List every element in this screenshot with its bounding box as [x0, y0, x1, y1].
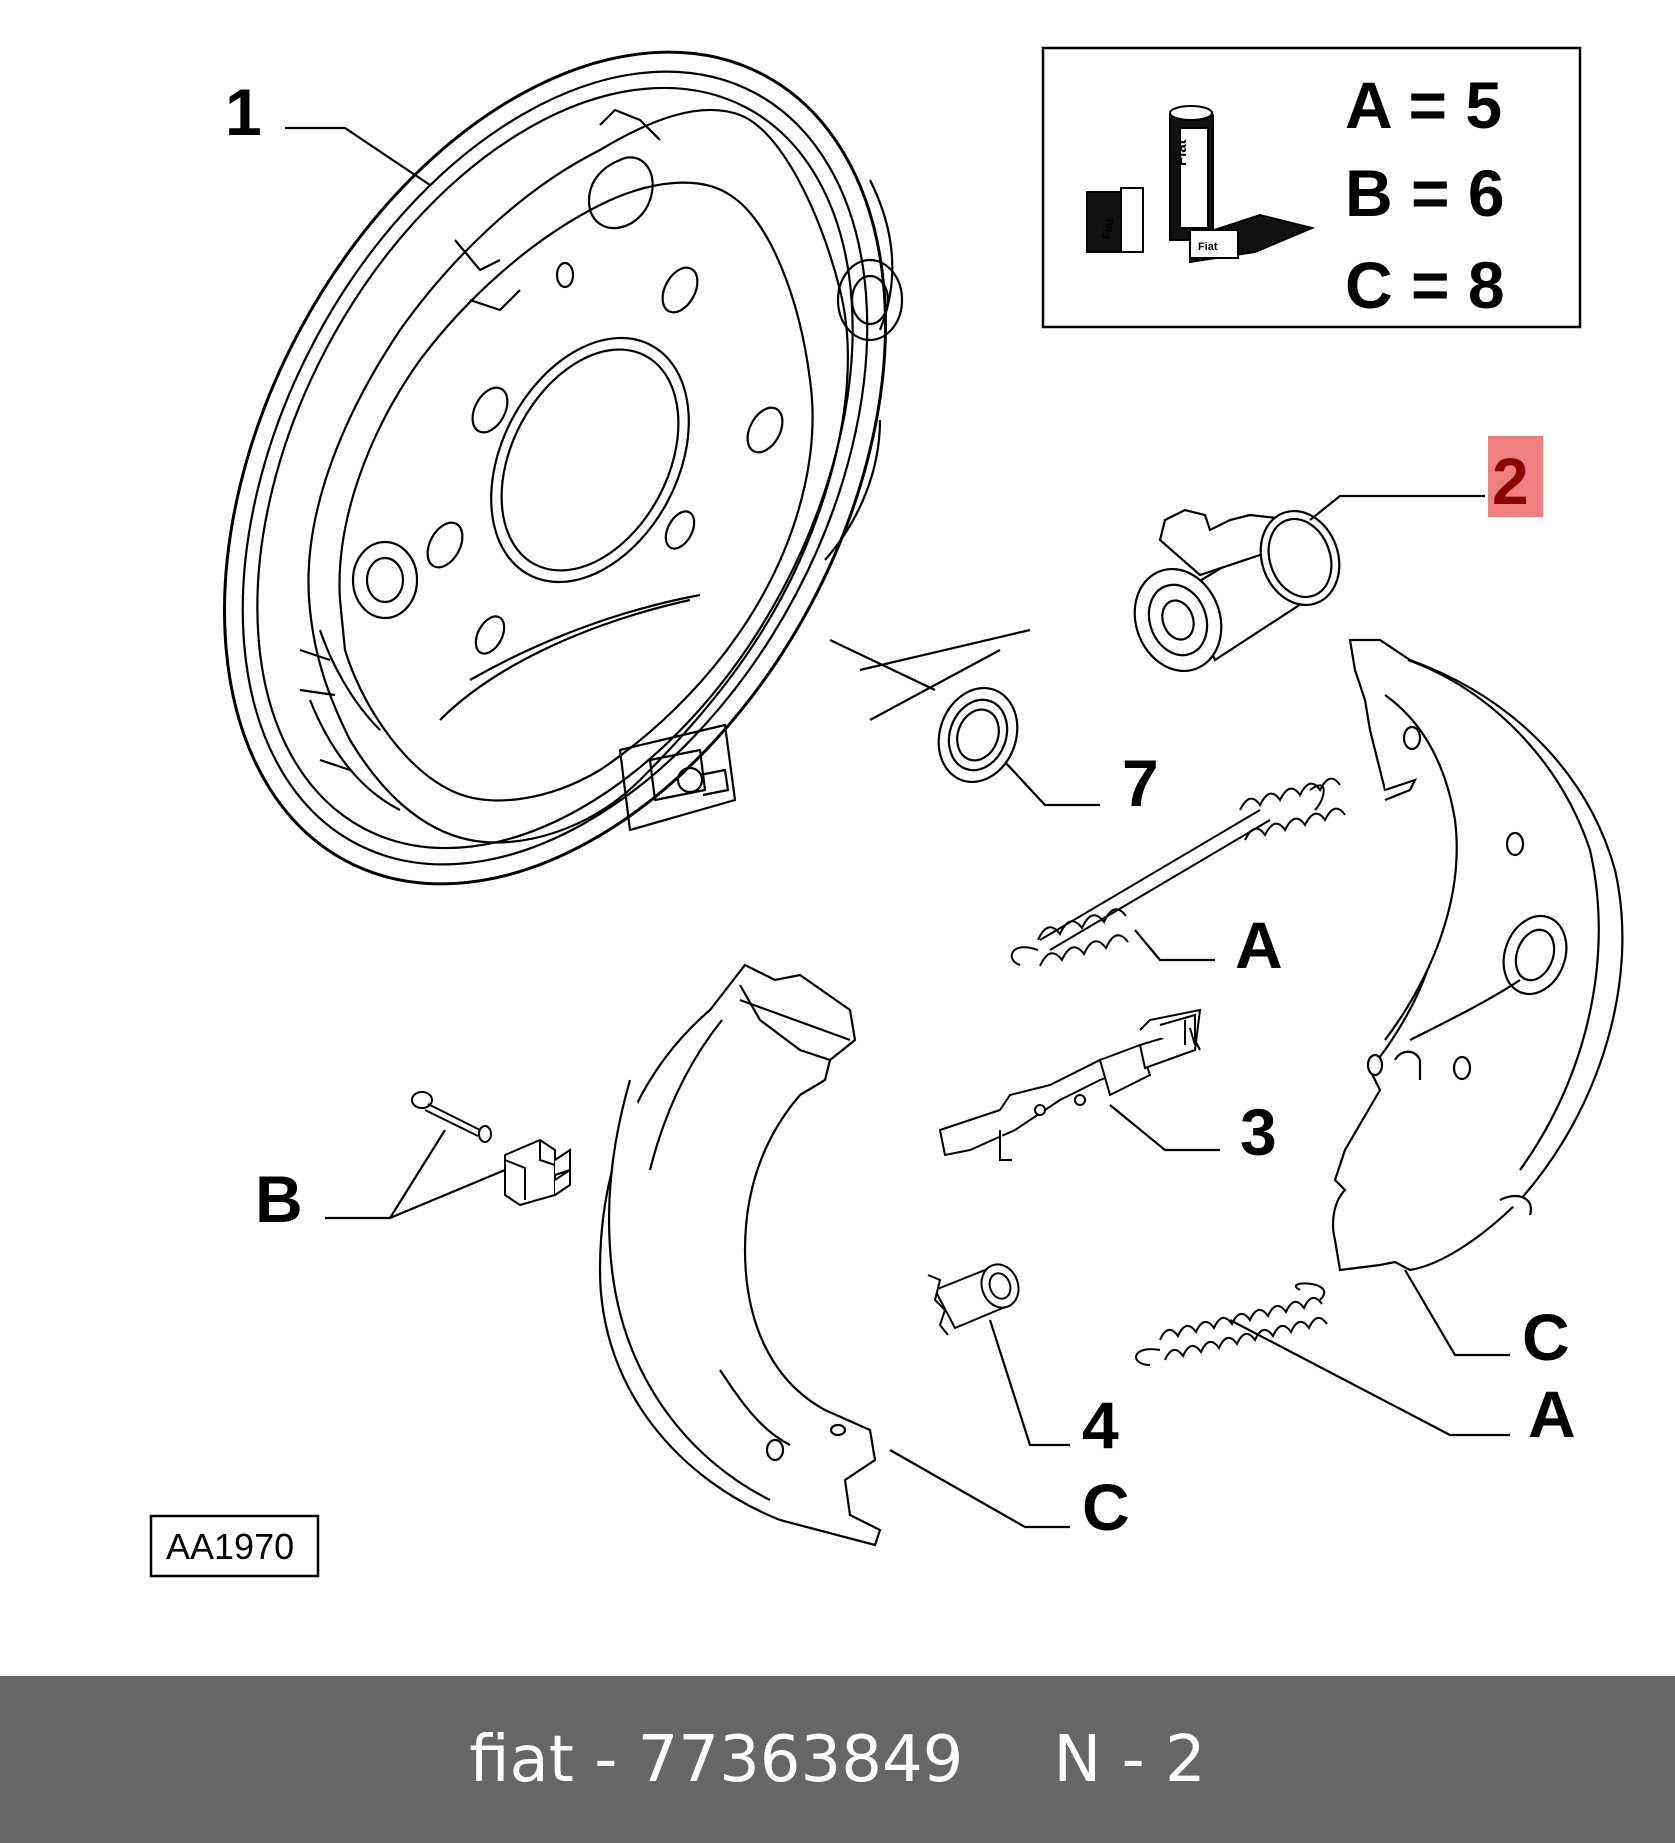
legend-line-b: B = 6 — [1345, 156, 1505, 230]
callout-4: 4 — [1082, 1388, 1119, 1462]
clip-pin-drawing — [412, 1092, 570, 1205]
callout-b: B — [255, 1162, 303, 1236]
legend-line-a: A = 5 — [1345, 68, 1503, 142]
footer-part-number: fiat - 77363849 — [469, 1722, 964, 1797]
callout-1: 1 — [225, 75, 262, 149]
icon-brand-text: Fiat — [1099, 217, 1117, 241]
retainer-pin-drawing — [928, 1259, 1024, 1335]
callout-a-lower: A — [1528, 1377, 1576, 1451]
left-brake-shoe-drawing — [600, 965, 880, 1545]
dust-boot-drawing — [926, 677, 1030, 793]
callout-3: 3 — [1240, 1095, 1277, 1169]
callout-c-left: C — [1082, 1470, 1130, 1544]
icon-brand-text: Fiat — [1198, 241, 1218, 253]
backing-plate-drawing — [90, 0, 1020, 997]
fiat-grease-products-icon — [1087, 106, 1312, 262]
legend-line-c: C = 8 — [1345, 248, 1505, 322]
callout-2: 2 — [1492, 444, 1529, 518]
callout-7: 7 — [1122, 746, 1159, 820]
drawing-code: AA1970 — [166, 1526, 295, 1567]
upper-spring-drawing — [1012, 779, 1345, 966]
footer-position: N - 2 — [1053, 1722, 1206, 1797]
wheel-cylinder-drawing — [1121, 500, 1352, 683]
adjuster-strut-drawing — [940, 1010, 1200, 1160]
icon-brand-text: Fiat — [1173, 139, 1190, 166]
right-brake-shoe-drawing — [1333, 640, 1622, 1270]
callout-a-upper: A — [1235, 908, 1283, 982]
callout-c-right: C — [1522, 1300, 1570, 1374]
lower-spring-drawing — [1136, 1283, 1327, 1365]
leader-lines — [285, 128, 1510, 1527]
footer-bar — [0, 1676, 1675, 1843]
